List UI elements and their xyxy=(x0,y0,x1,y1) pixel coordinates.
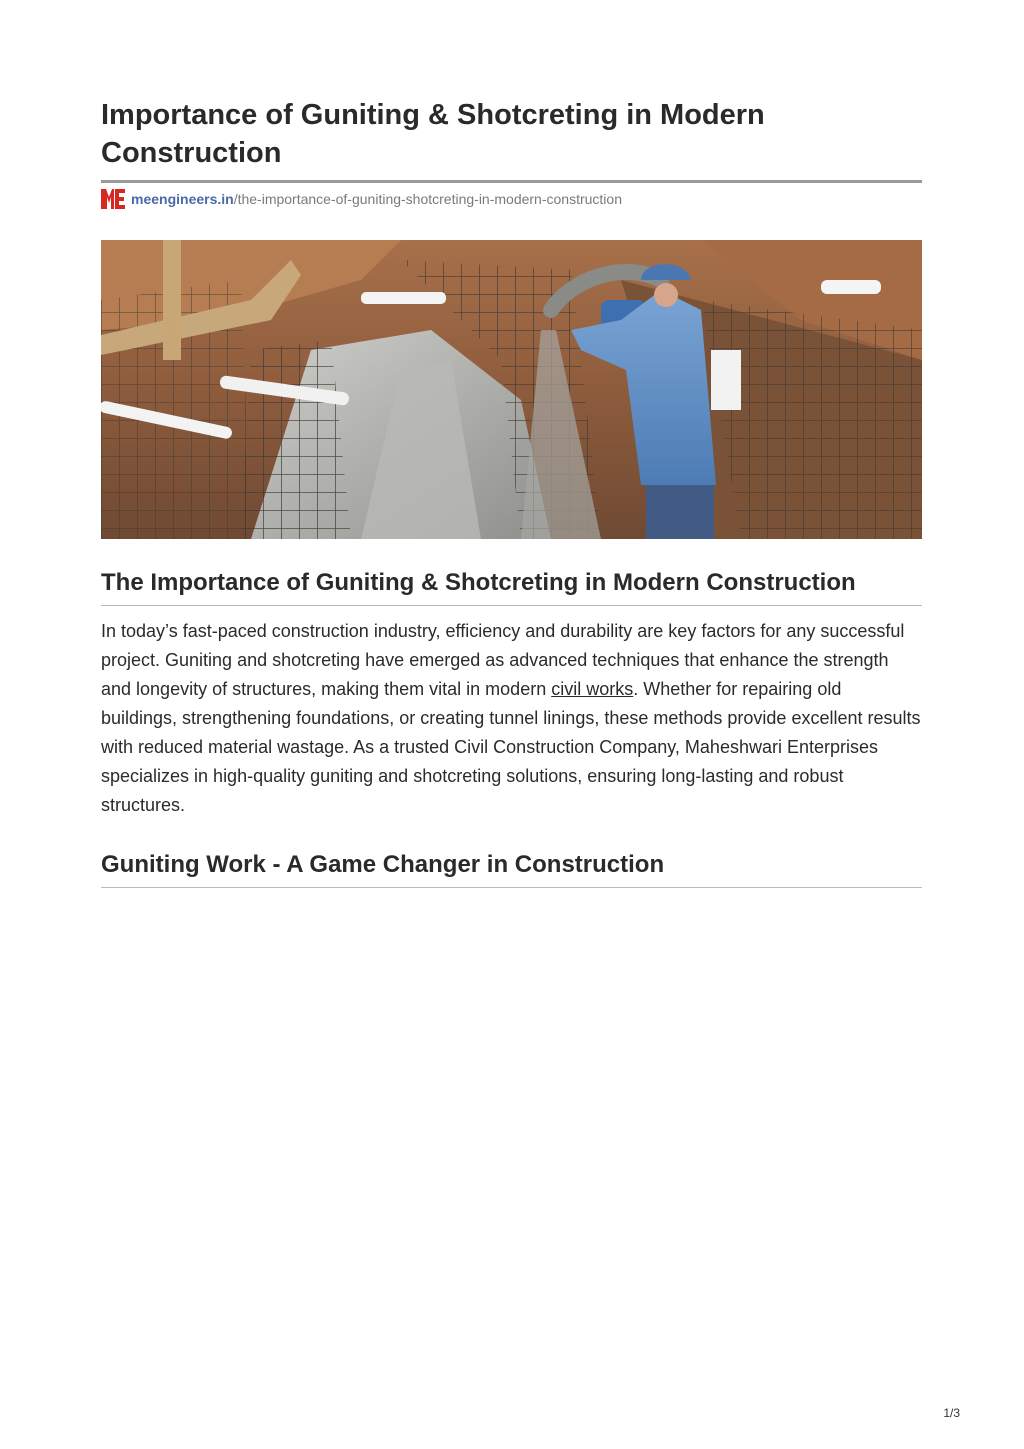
hero-image xyxy=(101,240,922,539)
page-number: 1/3 xyxy=(943,1406,960,1420)
shotcrete-worker-photo xyxy=(101,240,922,539)
paragraph-text: . Whether for repairing old buildings, strengthening foundations, or creating tunnel linings, these methods provide excellent results with reduced material wastage. As a trusted Civil Construction Company, Maheshwari Enterprises specializes in high-quality guniting and shotcreting solutions, ensuring long-lasting and robust structures. xyxy=(101,679,921,815)
paragraph-text: In today’s fast-paced construction industry, efficiency and durability are key factors for any successful project. Guniting and shotcreting have emerged as advanced techniques that enhance the strength and longevity of structures, making them vital in modern xyxy=(101,621,905,699)
me-logo-icon xyxy=(101,188,125,210)
section-heading: Guniting Work - A Game Changer in Construction xyxy=(101,851,665,878)
section-divider xyxy=(101,605,922,606)
section-heading: The Importance of Guniting & Shotcreting in Modern Construction xyxy=(101,569,856,596)
page-title: Importance of Guniting & Shotcreting in Modern Construction xyxy=(101,99,765,169)
source-path: /the-importance-of-guniting-shotcreting-in-modern-construction xyxy=(233,191,622,207)
civil-works-link[interactable]: civil works xyxy=(551,679,634,699)
section-divider xyxy=(101,887,922,888)
source-domain: meengineers.in xyxy=(131,191,234,207)
title-divider xyxy=(101,180,922,183)
section-paragraph xyxy=(101,617,922,820)
source-url[interactable] xyxy=(101,188,622,210)
